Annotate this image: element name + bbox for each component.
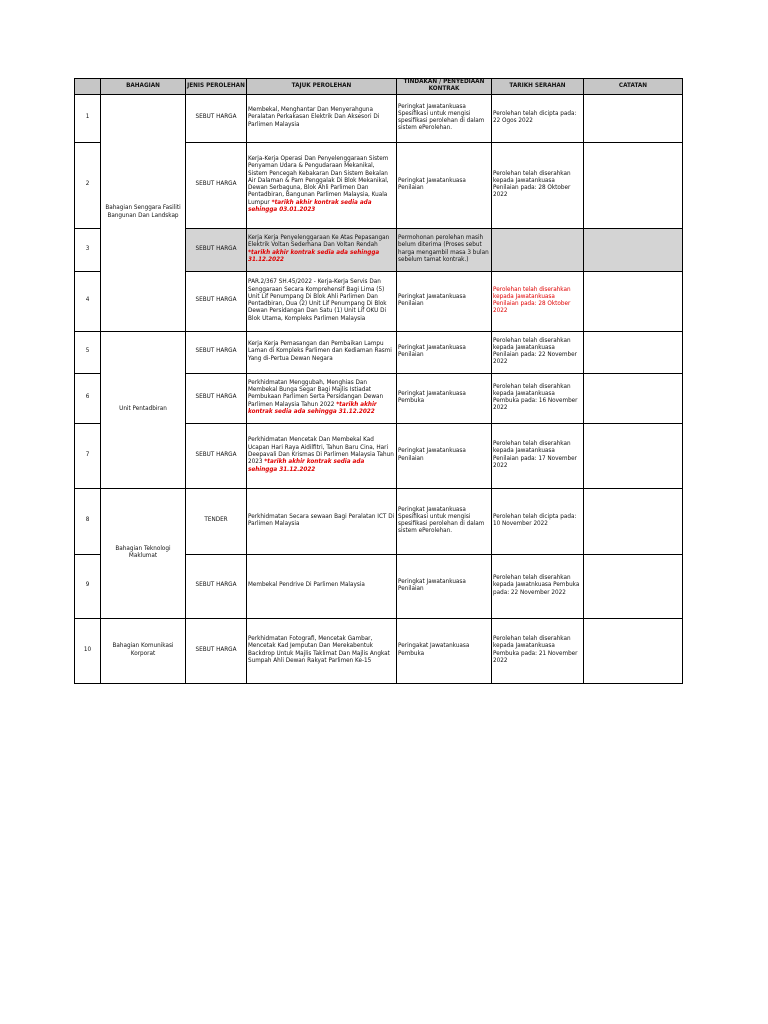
jenis-cell: SEBUT HARGA bbox=[186, 142, 247, 228]
jenis-cell: SEBUT HARGA bbox=[186, 228, 247, 271]
catatan-cell bbox=[584, 228, 683, 271]
jenis-cell: SEBUT HARGA bbox=[186, 94, 247, 142]
catatan-cell bbox=[584, 373, 683, 423]
header-catatan: CATATAN bbox=[584, 79, 683, 95]
tindakan-cell: Peringkat Jawatankuasa Penilaian bbox=[397, 423, 492, 488]
catatan-cell bbox=[584, 618, 683, 683]
table-row bbox=[75, 331, 683, 373]
tarikh-cell: Perolehan telah diserahkan kepada Jawatankuasa Pembuka pada: 16 November 2022 bbox=[492, 373, 584, 423]
tarikh-cell: Perolehan telah diserahkan kepada Jawatankuasa Pembuka pada: 21 November 2022 bbox=[492, 618, 584, 683]
tarikh-cell bbox=[492, 228, 584, 271]
tarikh-cell: Perolehan telah dicipta pada: 22 Ogos 2022 bbox=[492, 94, 584, 142]
table-row bbox=[75, 618, 683, 683]
row-number: 7 bbox=[75, 423, 101, 488]
catatan-cell bbox=[584, 423, 683, 488]
catatan-cell bbox=[584, 271, 683, 331]
tajuk-text: Kerja-Kerja Operasi Dan Penyelenggaraan Sistem Penyaman Udara & Pengudaraan Mekanikal, Sistem Pencegah Kebakaran Dan Sistem Bekalan Air Dalaman & Pam Penggalak Di Blok Mekanikal, Dewan Serbaguna, Blok Ahli Parlimen Dan Pentadbiran, Bangunan Parlimen Malaysia, Kuala Lumpur bbox=[248, 155, 389, 206]
bahagian-group-1: Bahagian Senggara Fasiliti Bangunan Dan Landskap bbox=[101, 94, 186, 331]
bahagian-group-4: Bahagian Komunikasi Korporat bbox=[101, 618, 186, 683]
tajuk-cell bbox=[247, 554, 397, 618]
tajuk-note: *tarikh akhir kontrak sedia ada sehingga 31.12.2022 bbox=[248, 249, 380, 263]
row-number: 5 bbox=[75, 331, 101, 373]
row-number: 9 bbox=[75, 554, 101, 618]
tajuk-text: PAR.2/367 SH.45/2022 - Kerja-Kerja Servis Dan Senggaraan Secara Komprehensif Bagi Lima (5) Unit Lif Penumpang Di Blok Ahli Parlimen Dan Pentadbiran, Dua (2) Unit Lif Penumpang Di Blok Dewan Persidangan Dan Satu (1) Unit Lif OKU Di Blok Utama, Kompleks Parlimen Malaysia bbox=[248, 279, 387, 322]
jenis-cell: SEBUT HARGA bbox=[186, 423, 247, 488]
tajuk-cell bbox=[247, 94, 397, 142]
tindakan-cell: Peringakat Jawatankuasa Pembuka bbox=[397, 618, 492, 683]
tajuk-text: Perkhidmatan Secara sewaan Bagi Peralatan ICT Di Parlimen Malaysia bbox=[248, 513, 395, 528]
tajuk-cell bbox=[247, 228, 397, 271]
jenis-cell: SEBUT HARGA bbox=[186, 271, 247, 331]
row-number: 4 bbox=[75, 271, 101, 331]
catatan-cell bbox=[584, 142, 683, 228]
tajuk-text: Membekal, Menghantar Dan Menyerahguna Peralatan Perkakasan Elektrik Dan Aksesori Di Parlimen Malaysia bbox=[248, 107, 380, 128]
row-number: 8 bbox=[75, 488, 101, 554]
tajuk-text: Kerja Kerja Penyelenggaraan Ke Atas Pepasangan Elektrik Voltan Sederhana Dan Voltan Rendah bbox=[248, 235, 390, 249]
row-number: 10 bbox=[75, 618, 101, 683]
tindakan-cell: Peringkat Jawatankuasa Spesifikasi untuk mengisi spesifikasi perolehan di dalam sistem ePerolehan. bbox=[397, 94, 492, 142]
tindakan-cell: Peringkat Jawatankuasa Spesifikasi untuk mengisi spesifikasi perolehan di dalam sistem ePerolehan. bbox=[397, 488, 492, 554]
tajuk-text: Perkhidmatan Menggubah, Menghias Dan Membekal Bunga Segar Bagi Majlis Istiadat Pembukaan Parlimen Serta Persidangan Dewan Parlimen Malaysia Tahun 2022 bbox=[248, 379, 384, 408]
jenis-cell: SEBUT HARGA bbox=[186, 331, 247, 373]
tarikh-cell: Perolehan telah diserahkan kepada Jawatankuasa Penilaian pada: 17 November 2022 bbox=[492, 423, 584, 488]
tajuk-text: Kerja Kerja Pemasangan dan Pembaikan Lampu Laman di Kompleks Parlimen dan Kediaman Rasmi Yang di-Pertua Dewan Negara bbox=[248, 341, 392, 362]
tindakan-cell: Peringkat Jawatankuasa Penilaian bbox=[397, 142, 492, 228]
tajuk-cell bbox=[247, 331, 397, 373]
table-row bbox=[75, 94, 683, 142]
tindakan-cell: Peringkat Jawatankuasa Penilaian bbox=[397, 554, 492, 618]
row-number: 2 bbox=[75, 142, 101, 228]
tarikh-cell: Perolehan telah dicipta pada: 10 November 2022 bbox=[492, 488, 584, 554]
tindakan-cell: Permohonan perolehan masih belum diterima (Proses sebut harga mengambil masa 3 bulan sebelum tamat kontrak.) bbox=[397, 228, 492, 271]
jenis-cell: SEBUT HARGA bbox=[186, 373, 247, 423]
catatan-cell bbox=[584, 488, 683, 554]
header-tarikh: TARIKH SERAHAN bbox=[492, 79, 584, 95]
tajuk-note: *tarikh akhir kontrak sedia ada sehingga 31.12.2022 bbox=[248, 401, 377, 416]
tajuk-note: *tarikh akhir kontrak sedia ada sehingga 31.12.2022 bbox=[248, 459, 365, 473]
tajuk-cell bbox=[247, 373, 397, 423]
tajuk-cell bbox=[247, 142, 397, 228]
header-row bbox=[75, 79, 683, 95]
tarikh-cell: Perolehan telah diserahkan kepada Jawatankuasa Penilaian pada: 28 Oktober 2022 bbox=[492, 271, 584, 331]
jenis-cell: TENDER bbox=[186, 488, 247, 554]
row-number: 1 bbox=[75, 94, 101, 142]
row-number: 6 bbox=[75, 373, 101, 423]
tajuk-text: Membekal Pendrive Di Parlimen Malaysia bbox=[248, 582, 365, 589]
header-tindakan: TINDAKAN / PENYEDIAAN KONTRAK bbox=[397, 79, 492, 95]
procurement-table bbox=[74, 78, 683, 684]
catatan-cell bbox=[584, 331, 683, 373]
header-tajuk: TAJUK PEROLEHAN bbox=[247, 79, 397, 95]
bahagian-group-2: Unit Pentadbiran bbox=[101, 331, 186, 488]
jenis-cell: SEBUT HARGA bbox=[186, 554, 247, 618]
table-row bbox=[75, 488, 683, 554]
catatan-cell bbox=[584, 554, 683, 618]
header-bahagian: BAHAGIAN bbox=[101, 79, 186, 95]
tarikh-cell: Perolehan telah diserahkan kepada Jawatankuasa Penilaian pada: 22 November 2022 bbox=[492, 331, 584, 373]
tindakan-cell: Peringkat Jawatankuasa Penilaian bbox=[397, 271, 492, 331]
tarikh-cell: Perolehan telah diserahkan kepada Jawatankuasa Penilaian pada: 28 Oktober 2022 bbox=[492, 142, 584, 228]
tajuk-cell bbox=[247, 423, 397, 488]
tajuk-note: *tarikh akhir kontrak sedia ada sehingga 03.01.2023 bbox=[248, 199, 372, 213]
tarikh-cell: Perolehan telah diserahkan kepada Jawatnkuasa Pembuka pada: 22 November 2022 bbox=[492, 554, 584, 618]
bahagian-group-3: Bahagian Teknologi Maklumat bbox=[101, 488, 186, 618]
tajuk-cell bbox=[247, 618, 397, 683]
tajuk-cell bbox=[247, 271, 397, 331]
tajuk-text: Perkhidmatan Mencetak Dan Membekal Kad Ucapan Hari Raya Aidilfitri, Tahun Baru Cina, Hari Deepavali Dan Krismas Di Parlimen Malaysia Tahun 2023 bbox=[248, 437, 394, 466]
tajuk-cell bbox=[247, 488, 397, 554]
header-jenis: JENIS PEROLEHAN bbox=[186, 79, 247, 95]
jenis-cell: SEBUT HARGA bbox=[186, 618, 247, 683]
catatan-cell bbox=[584, 94, 683, 142]
tindakan-cell: Peringkat Jawatankuasa Pembuka bbox=[397, 373, 492, 423]
tindakan-cell: Peringkat Jawatankuasa Penilaian bbox=[397, 331, 492, 373]
tajuk-text: Perkhidmatan Fotografi, Mencetak Gambar, Mencetak Kad Jemputan Dan Merekabentuk Backdrop Untuk Majlis Taklimat Dan Majlis Angkat Sumpah Ahli Dewan Rakyat Parlimen Ke-15 bbox=[248, 636, 390, 664]
header-no bbox=[75, 79, 101, 95]
row-number: 3 bbox=[75, 228, 101, 271]
